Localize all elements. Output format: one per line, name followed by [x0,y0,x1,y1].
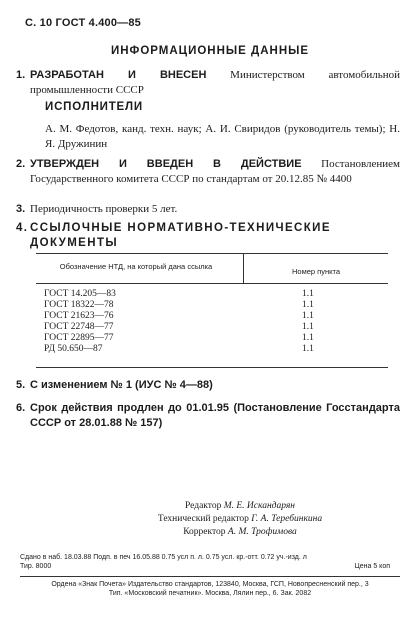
item-2 [16,157,400,187]
table-header-doc: Обозначение НТД, на который дана ссылка [59,262,213,271]
item-1-number: 1. [16,69,26,81]
imprint-rule [20,576,400,577]
table-cell-item: 1.1 [302,344,314,354]
table-bottom-rule [36,367,388,368]
item-4-number: 4. [16,222,29,234]
imprint-price: Цена 5 коп [354,563,390,570]
editor-name: М. Е. Искандарян [223,501,295,511]
table-cell-item: 1.1 [302,289,314,299]
table-header-rule [36,283,388,284]
corrector-label: Корректор [183,527,228,537]
imprint-print-run: Тир. 8000 [20,563,52,570]
tech-editor-label: Технический редактор [157,514,252,524]
table-header-divider [243,253,244,283]
editors-block [110,500,370,539]
item-1-bold: РАЗРАБОТАН И ВНЕСЕН [30,69,207,81]
item-1 [16,68,400,98]
item-3-text: Периодичность проверки 5 лет. [30,203,178,215]
corrector-name: А. М. Трофимова [227,527,297,537]
table-cell-doc: ГОСТ 21623—76 [44,311,114,321]
tech-editor-name: Г. А. Теребинкина [251,514,323,524]
corrector-line [110,526,370,539]
imprint-line-3: Ордена «Знак Почета» Издательство стандартов, 123840, Москва, ГСП, Новопресненский пер., 3 [51,581,369,588]
table-cell-doc: ГОСТ 14.205—83 [44,289,116,299]
executors-title: ИСПОЛНИТЕЛИ [45,101,143,113]
imprint-line-4: Тип. «Московский печатник». Москва, Лялин пер., 6. Зак. 2082 [108,590,312,597]
table-cell-item: 1.1 [302,333,314,343]
item-3-number: 3. [16,203,26,215]
table-cell-item: 1.1 [302,322,314,332]
table-cell-doc: ГОСТ 18322—78 [44,300,114,310]
table-top-rule [36,253,388,254]
editor-label: Редактор [185,501,224,511]
references-table [36,253,388,368]
item-3 [16,202,400,217]
table-header-item: Номер пункта [291,267,340,276]
item-4-heading [16,221,405,251]
item-6 [16,401,400,431]
executors-list: А. М. Федотов, канд. техн. наук; А. И. Свиридов (руководитель темы); Н. Я. Дружинин [45,123,400,150]
imprint-line-1: Сдано в наб. 18.03.88 Подп. в печ 16.05.88 0.75 усл п. л. 0.75 усл. кр.-отт. 0.72 уч.-изд. л [20,554,307,561]
item-5-text: С изменением № 1 (ИУС № 4—88) [30,379,213,391]
item-2-bold: УТВЕРЖДЕН И ВВЕДЕН В ДЕЙСТВИЕ [30,158,302,170]
item-2-number: 2. [16,158,26,170]
table-cell-item: 1.1 [302,311,314,321]
item-6-number: 6. [16,402,26,414]
item-5-number: 5. [16,379,26,391]
table-cell-item: 1.1 [302,300,314,310]
item-6-text: Срок действия продлен до 01.01.95 (Постановление Госстандарта СССР от 28.01.88 № 157) [30,402,400,429]
table-cell-doc: ГОСТ 22748—77 [44,322,114,332]
item-4-text: ССЫЛОЧНЫЕ НОРМАТИВНО-ТЕХНИЧЕСКИЕ ДОКУМЕНТЫ [30,222,331,249]
item-1-text: Министерством автомобильной промышленности СССР [30,69,400,96]
editor-line [110,500,370,513]
tech-editor-line [110,513,370,526]
table-cell-doc: ГОСТ 22895—77 [44,333,114,343]
page-header: С. 10 ГОСТ 4.400—85 [25,17,142,29]
section-title: ИНФОРМАЦИОННЫЕ ДАННЫЕ [110,45,310,57]
imprint-line-2 [20,562,400,571]
item-2-text: Постановлением Государственного комитета СССР по стандартам от 20.12.85 № 4400 [30,158,400,185]
item-5 [16,378,400,393]
table-cell-doc: РД 50.650—87 [44,344,103,354]
